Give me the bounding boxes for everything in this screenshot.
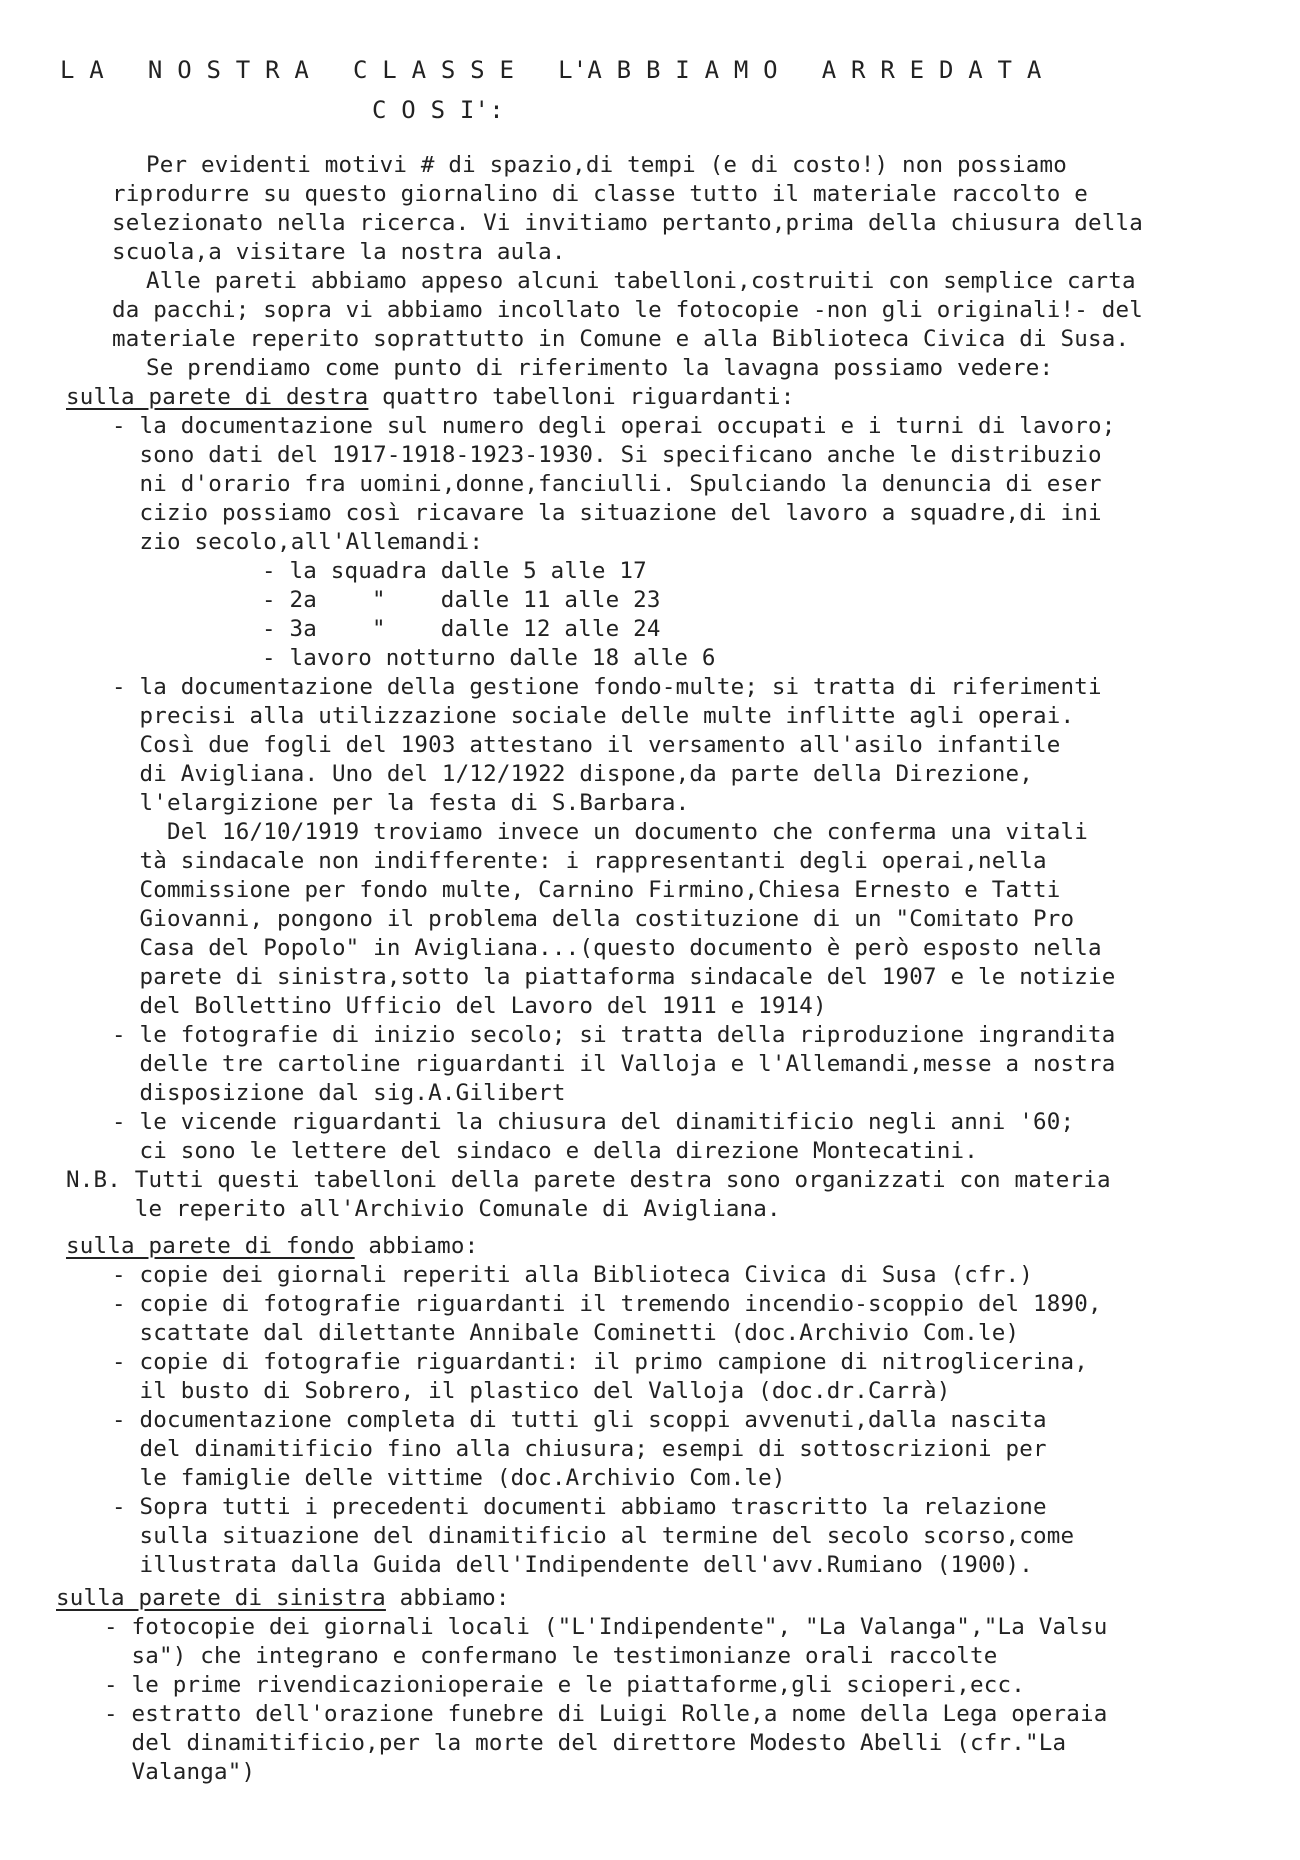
list-item: sa") che integrano e confermano le testimonianze orali raccolte [104,1643,998,1669]
back-wall-heading [66,1232,478,1261]
shift-item: - 2a " dalle 11 alle 23 [262,587,661,613]
list-item: - le vicende riguardanti la chiusura del dinamitificio negli anni '60; [112,1109,1075,1135]
list-item: precisi alla utilizzazione sociale delle multe inflitte agli operai. [112,703,1075,729]
page-title: L A N O S T R A C L A S S E L'A B B I A M O A R R E D A T A [60,56,1042,84]
list-item: Così due fogli del 1903 attestano il versamento all'asilo infantile [112,732,1061,758]
list-item: - la documentazione della gestione fondo-multe; si tratta di riferimenti [112,674,1102,700]
list-item: sono dati del 1917-1918-1923-1930. Si specificano anche le distribuzio [112,442,1102,468]
list-item: le famiglie delle vittime (doc.Archivio Com.le) [112,1465,786,1491]
text-line: Se prendiamo come punto di riferimento la lavagna possiamo vedere: [146,355,1054,381]
list-item: - copie dei giornali reperiti alla Biblioteca Civica di Susa (cfr.) [112,1262,1033,1288]
shift-item: - la squadra dalle 5 alle 17 [262,558,647,584]
shift-item: - lavoro notturno dalle 18 alle 6 [262,645,716,671]
list-item: - documentazione completa di tutti gli scoppi avvenuti,dalla nascita [112,1407,1047,1433]
list-item: - estratto dell'orazione funebre di Luigi Rolle,a nome della Lega operaia [104,1701,1108,1727]
nb-note: le reperito all'Archivio Comunale di Avigliana. [66,1196,781,1222]
shift-item: - 3a " dalle 12 alle 24 [262,616,661,642]
list-item: del dinamitificio,per la morte del direttore Modesto Abelli (cfr."La [104,1730,1067,1756]
list-item: tà sindacale non indifferente: i rappresentanti degli operai,nella [112,848,1047,874]
list-item: Giovanni, pongono il problema della costituzione di un "Comitato Pro [112,906,1075,932]
text-line: materiale reperito soprattutto in Comune e alla Biblioteca Civica di Susa. [112,326,1130,352]
text-line: selezionato nella ricerca. Vi invitiamo pertanto,prima della chiusura della [112,210,1143,236]
list-item: - copie di fotografie riguardanti il tremendo incendio-scoppio del 1890, [112,1291,1102,1317]
list-item: - Sopra tutti i precedenti documenti abbiamo trascritto la relazione [112,1494,1047,1520]
list-item: del Bollettino Ufficio del Lavoro del 1911 e 1914) [112,993,827,1019]
list-item: Del 16/10/1919 troviamo invece un documento che conferma una vitali [112,819,1088,845]
text-line: da pacchi; sopra vi abbiamo incollato le fotocopie -non gli originali!- del [112,297,1143,323]
list-item: - le prime rivendicazionioperaie e le piattaforme,gli scioperi,ecc. [104,1672,1025,1698]
text-line: Alle pareti abbiamo appeso alcuni tabelloni,costruiti con semplice carta [146,268,1136,294]
back-wall-heading-underlined: sulla parete di fondo [66,1233,355,1259]
back-wall-heading-rest: abbiamo: [354,1233,479,1259]
list-item: - copie di fotografie riguardanti: il primo campione di nitroglicerina, [112,1349,1088,1375]
list-item: ni d'orario fra uomini,donne,fanciulli. Spulciando la denuncia di eser [112,471,1102,497]
list-item: ci sono le lettere del sindaco e della direzione Montecatini. [112,1138,979,1164]
list-item: di Avigliana. Uno del 1/12/1922 dispone,da parte della Direzione, [112,761,1033,787]
list-item: - le fotografie di inizio secolo; si tratta della riproduzione ingrandita [112,1022,1116,1048]
list-item: delle tre cartoline riguardanti il Valloja e l'Allemandi,messe a nostra [112,1051,1116,1077]
text-line: scuola,a visitare la nostra aula. [112,239,566,265]
list-item: disposizione dal sig.A.Gilibert [112,1080,566,1106]
list-item: - la documentazione sul numero degli operai occupati e i turni di lavoro; [112,413,1116,439]
list-item: Valanga") [104,1759,256,1785]
list-item: parete di sinistra,sotto la piattaforma sindacale del 1907 e le notizie [112,964,1116,990]
list-item: illustrata dalla Guida dell'Indipendente dell'avv.Rumiano (1900). [112,1552,1033,1578]
nb-note: N.B. Tutti questi tabelloni della parete destra sono organizzati con materia [66,1167,1111,1193]
list-item: sulla situazione del dinamitificio al termine del secolo scorso,come [112,1523,1075,1549]
list-item: Casa del Popolo" in Avigliana...(questo documento è però esposto nella [112,935,1102,961]
right-wall-heading-rest: quattro tabelloni riguardanti: [368,384,795,410]
text-line: Per evidenti motivi # di spazio,di tempi (e di costo!) non possiamo [146,152,1067,178]
page-title-continuation: C O S I': [372,96,504,124]
left-wall-heading-underlined: sulla parete di sinistra [56,1585,386,1611]
right-wall-heading [66,383,795,412]
list-item: il busto di Sobrero, il plastico del Valloja (doc.dr.Carrà) [112,1378,951,1404]
list-item: del dinamitificio fino alla chiusura; esempi di sottoscrizioni per [112,1436,1047,1462]
list-item: zio secolo,all'Allemandi: [112,529,484,555]
left-wall-heading-rest: abbiamo: [385,1585,510,1611]
list-item: cizio possiamo così ricavare la situazione del lavoro a squadre,di ini [112,500,1102,526]
list-item: scattate dal dilettante Annibale Cominetti (doc.Archivio Com.le) [112,1320,1020,1346]
right-wall-heading-underlined: sulla parete di destra [66,384,369,410]
text-line: riprodurre su questo giornalino di classe tutto il materiale raccolto e [112,181,1088,207]
left-wall-heading [56,1584,510,1613]
list-item: Commissione per fondo multe, Carnino Firmino,Chiesa Ernesto e Tatti [112,877,1061,903]
list-item: l'elargizione per la festa di S.Barbara. [112,790,690,816]
list-item: - fotocopie dei giornali locali ("L'Indipendente", "La Valanga","La Valsu [104,1614,1108,1640]
